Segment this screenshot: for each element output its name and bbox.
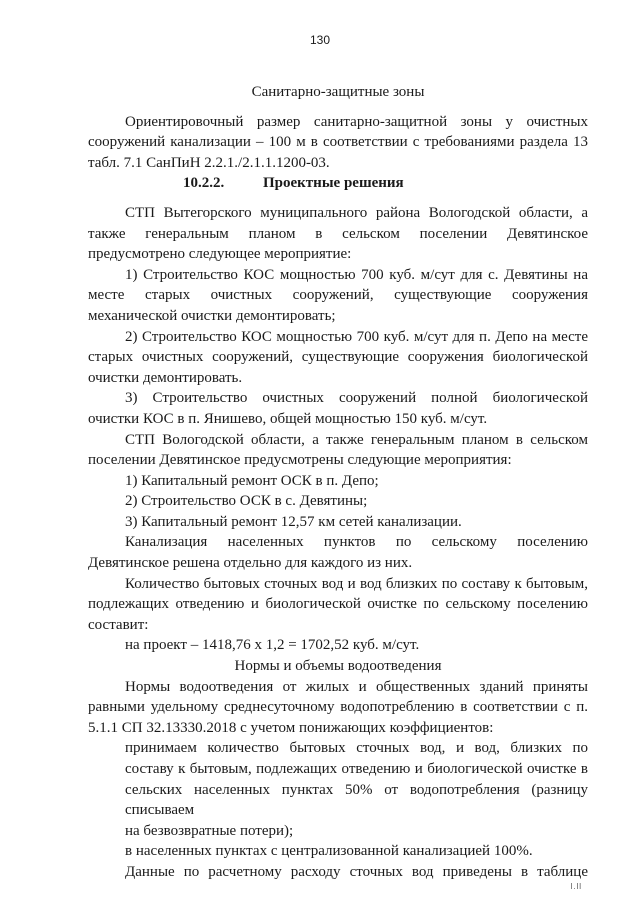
section-title: Санитарно-защитные зоны	[251, 84, 425, 100]
paragraph-stp-district: СТП Вытегорского муниципального района Вологодской области, а также генеральным планом в сельском поселении Девятинское предусмотрено следующее мероприятие:	[88, 204, 588, 263]
paragraph-rural-rate: принимаем количество бытовых сточных вод, и вод, близких по составу к бытовым, подлежащих отведению и биологической очистке в сельских населенных пунктах 50% от водопотребления (разницу списываем на безвозвратные потери);	[125, 740, 588, 839]
paragraph-table-reference: Данные по расчетному расходу сточных вод приведены в таблице	[125, 863, 588, 880]
paragraph-sewerage: Канализация населенных пунктов по сельскому поселению Девятинское решена отдельно для каждого из них.	[88, 534, 588, 572]
paragraph-stp-region: СТП Вологодской области, а также генеральным планом в сельском поселении Девятинское предусмотрены следующие мероприятия:	[88, 431, 588, 469]
project-calculation: на проект – 1418,76 х 1,2 = 1702,52 куб. м/сут.	[125, 637, 420, 654]
footer-mark: l.ll	[570, 882, 582, 891]
paragraph-norms: Нормы водоотведения от жилых и общественных зданий приняты равными удельному среднесуточному водопотреблению в соответствии с п. 5.1.1 СП 32.13330.2018 с учетом понижающих коэффициентов:	[88, 678, 588, 736]
heading-number: 10.2.2.	[183, 175, 225, 192]
list-item: 2) Строительство КОС мощностью 700 куб. м/сут для п. Депо на месте старых очистных сооружений, существующие сооружения биологической очистки демонтировать.	[88, 328, 588, 386]
list-item: 1) Капитальный ремонт ОСК в п. Депо;	[125, 472, 379, 489]
list-item: 2) Строительство ОСК в с. Девятины;	[125, 493, 368, 510]
paragraph-sanitary-zone: Ориентировочный размер санитарно-защитной зоны у очистных сооружений канализации – 100 м в соответствии с требованиями раздела 13 табл. 7.1 СанПиН 2.2.1./2.1.1.1200-03.	[88, 113, 588, 171]
paragraph-wastewater-amount: Количество бытовых сточных вод и вод близких по составу к бытовым, подлежащих отведению и биологической очистке по сельскому поселению составит:	[88, 575, 588, 633]
subsection-title: Нормы и объемы водоотведения	[234, 658, 442, 675]
list-item: 3) Строительство очистных сооружений полной биологической очистки КОС в п. Янишево, общей мощностью 150 куб. м/сут.	[88, 390, 588, 427]
document-body	[88, 82, 588, 883]
paragraph-centralized-rate: в населенных пунктах с централизованной канализацией 100%.	[125, 843, 533, 860]
heading-text: Проектные решения	[263, 175, 404, 192]
list-item: 3) Капитальный ремонт 12,57 км сетей канализации.	[125, 513, 462, 530]
section-heading	[88, 173, 588, 194]
page-number: 130	[309, 33, 331, 47]
list-item: 1) Строительство КОС мощностью 700 куб. м/сут для с. Девятины на месте старых очистных сооружений, существующие сооружения механической очистки демонтировать;	[88, 266, 588, 324]
